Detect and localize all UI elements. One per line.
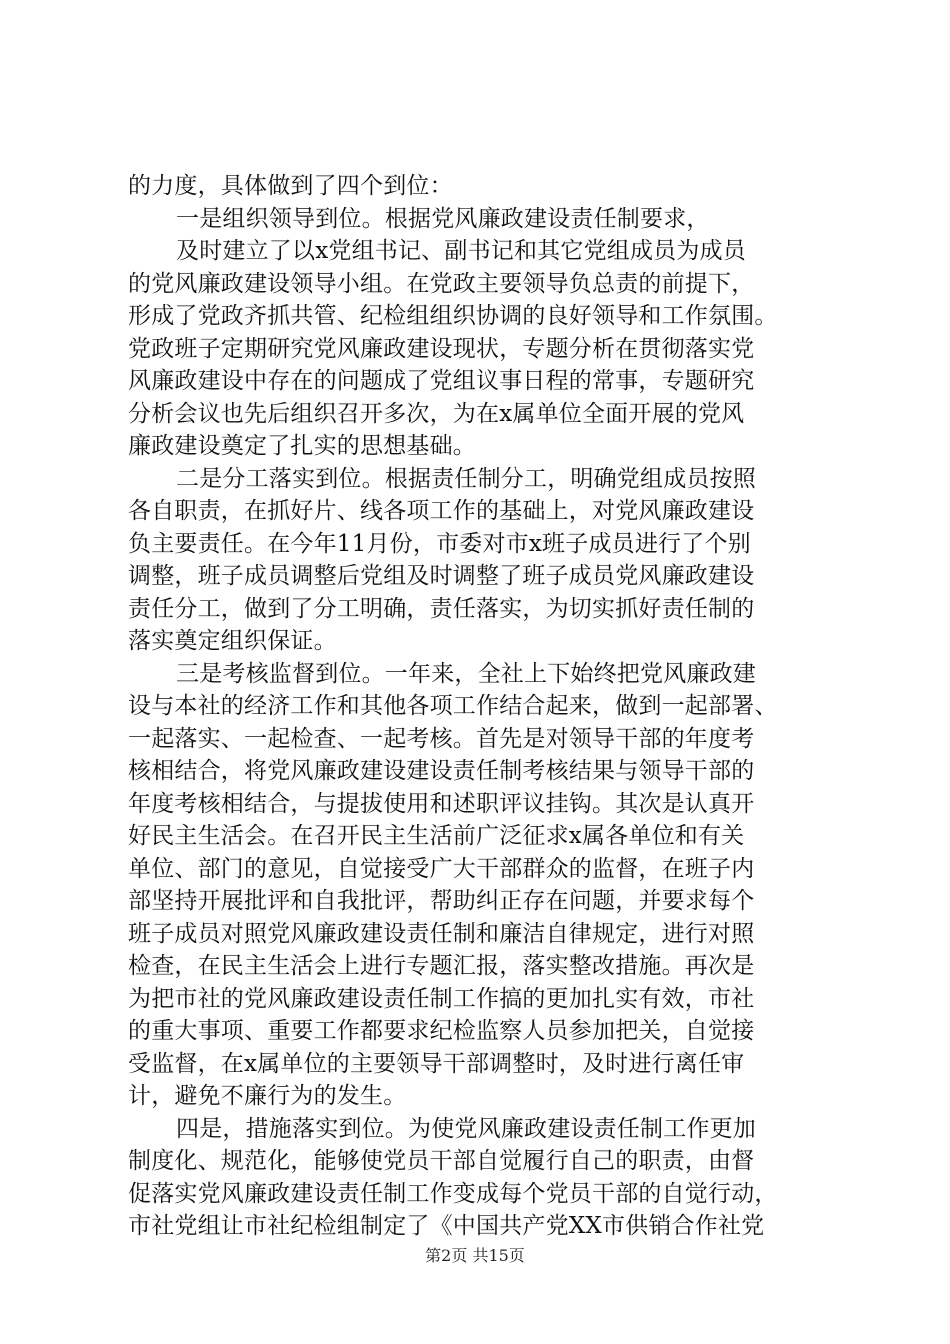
text-line: 分析会议也先后组织召开多次，为在x属单位全面开展的党风 <box>128 400 745 427</box>
text-line: 设与本社的经济工作和其他各项工作结合起来，做到一起部署、 <box>128 693 778 719</box>
text-line: 四是，措施落实到位。为使党风廉政建设责任制工作更加 <box>176 1115 756 1142</box>
text-line: 风廉政建设中存在的问题成了党组议事日程的常事，专题研究 <box>128 368 755 394</box>
text-line: 各自职责，在抓好片、线各项工作的基础上，对党风廉政建设 <box>128 498 755 524</box>
text-line: 受监督，在x属单位的主要领导干部调整时，及时进行离任审 <box>128 1050 745 1077</box>
text-line: 为把市社的党风廉政建设责任制工作搞的更加扎实有效，市社 <box>128 985 755 1012</box>
text-line: 制度化、规范化，能够使党员干部自觉履行自己的职责，由督 <box>128 1148 755 1174</box>
text-line: 二是分工落实到位。根据责任制分工，明确党组成员按照 <box>176 465 756 492</box>
text-line: 党政班子定期研究党风廉政建设现状，专题分析在贯彻落实党 <box>128 335 755 362</box>
document-body <box>128 170 838 1243</box>
text-line: 年度考核相结合，与提拔使用和述职评议挂钩。其次是认真开 <box>128 790 755 817</box>
text-line: 核相结合，将党风廉政建设建设责任制考核结果与领导干部的 <box>128 758 755 784</box>
text-line: 形成了党政齐抓共管、纪检组组织协调的良好领导和工作氛围。 <box>128 303 778 329</box>
text-line: 一是组织领导到位。根据党风廉政建设责任制要求， <box>176 205 710 232</box>
text-line: 调整，班子成员调整后党组及时调整了班子成员党风廉政建设 <box>128 563 755 589</box>
text-line: 部坚持开展批评和自我批评，帮助纠正存在问题，并要求每个 <box>128 888 755 914</box>
text-line: 的重大事项、重要工作都要求纪检监察人员参加把关，自觉接 <box>128 1018 755 1044</box>
text-line: 好民主生活会。在召开民主生活前广泛征求x属各单位和有关 <box>128 823 745 849</box>
text-line: 的力度，具体做到了四个到位： <box>128 173 453 199</box>
page-footer: 第2页 共15页 <box>425 1246 525 1265</box>
text-line: 促落实党风廉政建设责任制工作变成每个党员干部的自觉行动， <box>128 1180 778 1207</box>
text-line: 计，避免不廉行为的发生。 <box>128 1083 407 1109</box>
text-line: 责任分工，做到了分工明确，责任落实，为切实抓好责任制的 <box>128 595 755 622</box>
text-line: 廉政建设奠定了扎实的思想基础。 <box>128 433 476 459</box>
text-line: 的党风廉政建设领导小组。在党政主要领导负总责的前提下， <box>128 270 755 297</box>
text-line: 市社党组让市社纪检组制定了《中国共产党XX市供销合作社党 <box>128 1213 765 1239</box>
text-line: 一起落实、一起检查、一起考核。首先是对领导干部的年度考 <box>128 725 755 752</box>
text-line: 检查，在民主生活会上进行专题汇报，落实整改措施。再次是 <box>128 953 755 979</box>
text-line: 单位、部门的意见，自觉接受广大干部群众的监督，在班子内 <box>128 855 755 882</box>
text-line: 负主要责任。在今年11月份，市委对市x班子成员进行了个别 <box>128 530 751 557</box>
text-line: 三是考核监督到位。一年来，全社上下始终把党风廉政建 <box>176 660 756 687</box>
text-line: 落实奠定组织保证。 <box>128 628 337 654</box>
text-line: 班子成员对照党风廉政建设责任制和廉洁自律规定，进行对照 <box>128 920 755 947</box>
text-line: 及时建立了以x党组书记、副书记和其它党组成员为成员 <box>176 238 746 264</box>
